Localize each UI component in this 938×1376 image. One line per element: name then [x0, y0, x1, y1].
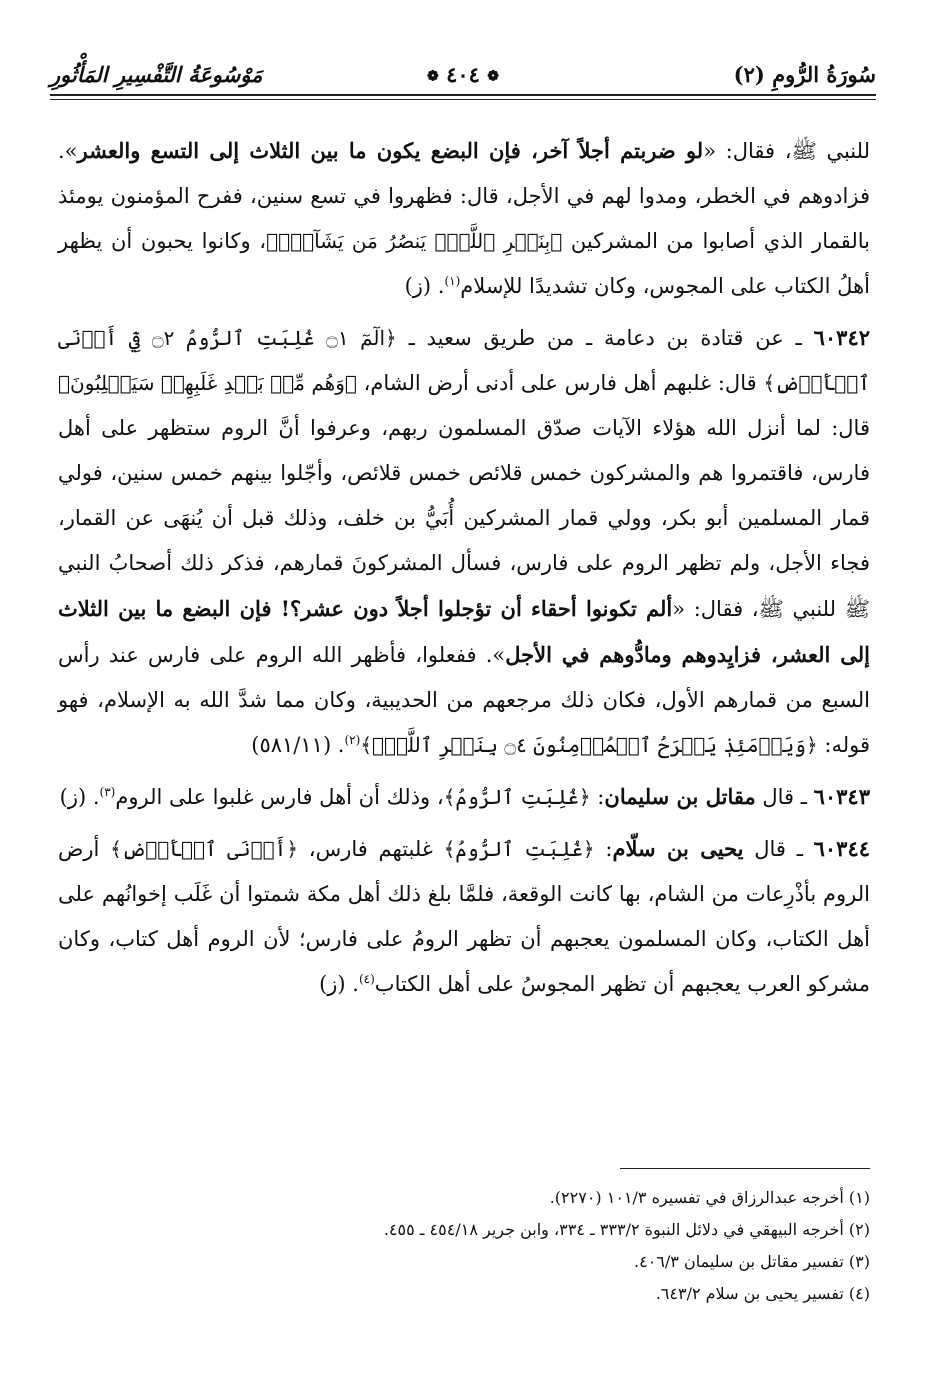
paragraph — [58, 315, 870, 768]
athar-number: ٦٠٣٤٢ — [813, 325, 871, 350]
bold-segment: مقاتل بن سليمان — [604, 784, 756, 809]
paragraph — [58, 774, 870, 820]
quran-verse: ﴿وَيَوۡمَئِذٖ يَفۡرَحُ ٱلۡمُؤۡمِنُونَ ۝٤ بِنَصۡرِ ٱللَّهِۚ﴾ — [360, 733, 818, 757]
bold-segment: يحيى بن سلّام — [612, 836, 744, 861]
book-title: مَوْسُوعَةُ التَّفْسِيرِ المَأْثُورِ — [50, 62, 263, 87]
text-segment: : — [594, 837, 613, 861]
athar-number: ٦٠٣٤٣ — [813, 784, 870, 809]
text-segment: . (ز) — [319, 972, 359, 996]
text-segment: ، وذلك أن أهل فارس غلبوا على الروم — [115, 785, 444, 809]
text-segment: للنبي ﷺ، فقال: « — [703, 139, 870, 163]
page-number: ٤٠٤ — [446, 62, 480, 87]
athar-number: ٦٠٣٤٤ — [813, 836, 871, 861]
quran-verse: ﴿غُلِبَتِ ٱلرُّومُ﴾ — [443, 785, 591, 809]
footnote-ref[interactable]: (٤) — [358, 972, 375, 986]
quran-verse: ﴿أَدۡنَى ٱلۡأَرۡضِ﴾ — [110, 837, 299, 861]
footnote: (٣) تفسير مقاتل بن سليمان ٤٠٦/٣. — [634, 1252, 870, 1271]
text-segment: . (٥٨١/١١) — [251, 733, 345, 757]
quran-verse: ﴿وَهُم مِّنۢ بَعۡدِ غَلَبِهِمۡ سَيَغۡلِبُونَ﴾ — [58, 371, 357, 395]
text-segment: قال: غلبهم أهل فارس على أدنى أرض الشام، — [356, 371, 764, 395]
bold-segment: لو ضربتم أجلاً آخر، فإن البضع يكون ما بين الثلاث إلى التسع والعشر — [77, 138, 704, 163]
text-segment: : — [590, 785, 605, 809]
footnote: (٤) تفسير يحيى بن سلام ٦٤٣/٢. — [655, 1284, 870, 1303]
text-segment: ـ قال — [755, 785, 814, 809]
quran-verse: ﴿الٓمٓ ۝١ غُلِبَتِ ٱلرُّومُ ۝٢ فِيٓ أَدۡنَى ٱلۡأَرۡضِ﴾ — [58, 326, 870, 395]
text-segment: . (ز) — [404, 274, 445, 298]
text-segment: ، وكانوا يحبون أن يظهر أهلُ الكتاب على المجوس، وكان تشديدًا للإسلام — [58, 229, 870, 298]
main-text — [58, 128, 870, 1013]
header-rule — [50, 94, 876, 96]
header-rule-thin — [50, 99, 876, 100]
footnote: (٢) أخرجه البيهقي في دلائل النبوة ٣٣٣/٢ ـ ٣٣٤، وابن جرير ٤٥٤/١٨ ـ ٤٥٥. — [383, 1220, 870, 1239]
footnote-ref[interactable]: (٢) — [344, 733, 361, 747]
quran-verse: ﴿بِنَصۡرِ ٱللَّهِۚ يَنصُرُ مَن يَشَآءُۖ﴾ — [266, 229, 563, 253]
text-segment: . (ز) — [59, 785, 100, 809]
footnote-ref[interactable]: (١) — [444, 274, 461, 288]
footnote-ref[interactable]: (٣) — [99, 785, 116, 799]
text-segment: ـ قال — [743, 837, 814, 861]
text-segment: ». فزادوهم في الخطر، ومدوا لهم في الأجل، قال: فظهروا في تسع سنين، ففرح المؤمنون يومئذ بالقمار الذي أصابوا من المشركين — [58, 139, 870, 253]
surah-title: سُورَةُ الرُّومِ (٢) — [733, 62, 876, 87]
text-segment: غلبتهم فارس، — [298, 837, 444, 861]
footnote-rule — [620, 1168, 870, 1169]
footnote: (١) أخرجه عبدالرزاق في تفسيره ١٠١/٣ (٢٢٧٠). — [549, 1188, 870, 1207]
ornament-icon: ❁ — [427, 68, 439, 85]
footnotes — [58, 1182, 870, 1310]
paragraph — [58, 128, 870, 309]
bold-segment: ألم تكونوا أحقاء أن تؤجلوا أجلاً دون عشر؟! فإن البضع ما بين الثلاث إلى العشر، فزايِدوهم ومادُّوهم في الأجل — [58, 596, 871, 667]
text-segment: قال: لما أنزل الله هؤلاء الآيات صدّق المسلمون ربهم، وعرفوا أنَّ الروم ستظهر على أهل فارس، فاقتمروا هم والمشركون خمس قلائص خمس قلائص، وأجّلوا بينهم خمس سنين، فولي قمار المسلمين أبو بكر، وولي قمار المشركين أُبَيُّ بن خلف، وذلك قبل أن يُنهَى عن القمار، فجاء الأجل، ولم تظهر الروم على فارس، فسأل المشركونَ قمارهم، فذكر ذلك أصحابُ النبي ﷺ للنبي ﷺ، فقال: « — [58, 416, 870, 621]
text-segment: ـ عن قتادة بن دعامة ـ من طريق سعيد ـ — [396, 326, 814, 350]
text-segment: ». ففعلوا، فأظهر الله الروم على فارس عند رأس السبع من قمارهم الأول، فكان ذلك مرجعهم من الحديبية، وكان مما شدَّ الله به الإسلام، فهو قوله: — [58, 643, 870, 757]
ornament-icon: ❁ — [487, 68, 499, 85]
quran-verse: ﴿غُلِبَتِ ٱلرُّومُ﴾ — [443, 837, 595, 861]
text-segment: أرض الروم بأذْرِعات من الشام، بها كانت الوقعة، فلمَّا بلغ ذلك أهل مكة شمتوا أن غَلَب إخوانُهم على أهل الكتاب، وكان المسلمون يعجبهم أن تظهر الرومُ على فارس؛ لأن الروم أهل كتاب، وكان مشركو العرب يعجبهم أن تظهر المجوسُ على أهل الكتاب — [58, 837, 870, 996]
paragraph — [58, 826, 870, 1007]
